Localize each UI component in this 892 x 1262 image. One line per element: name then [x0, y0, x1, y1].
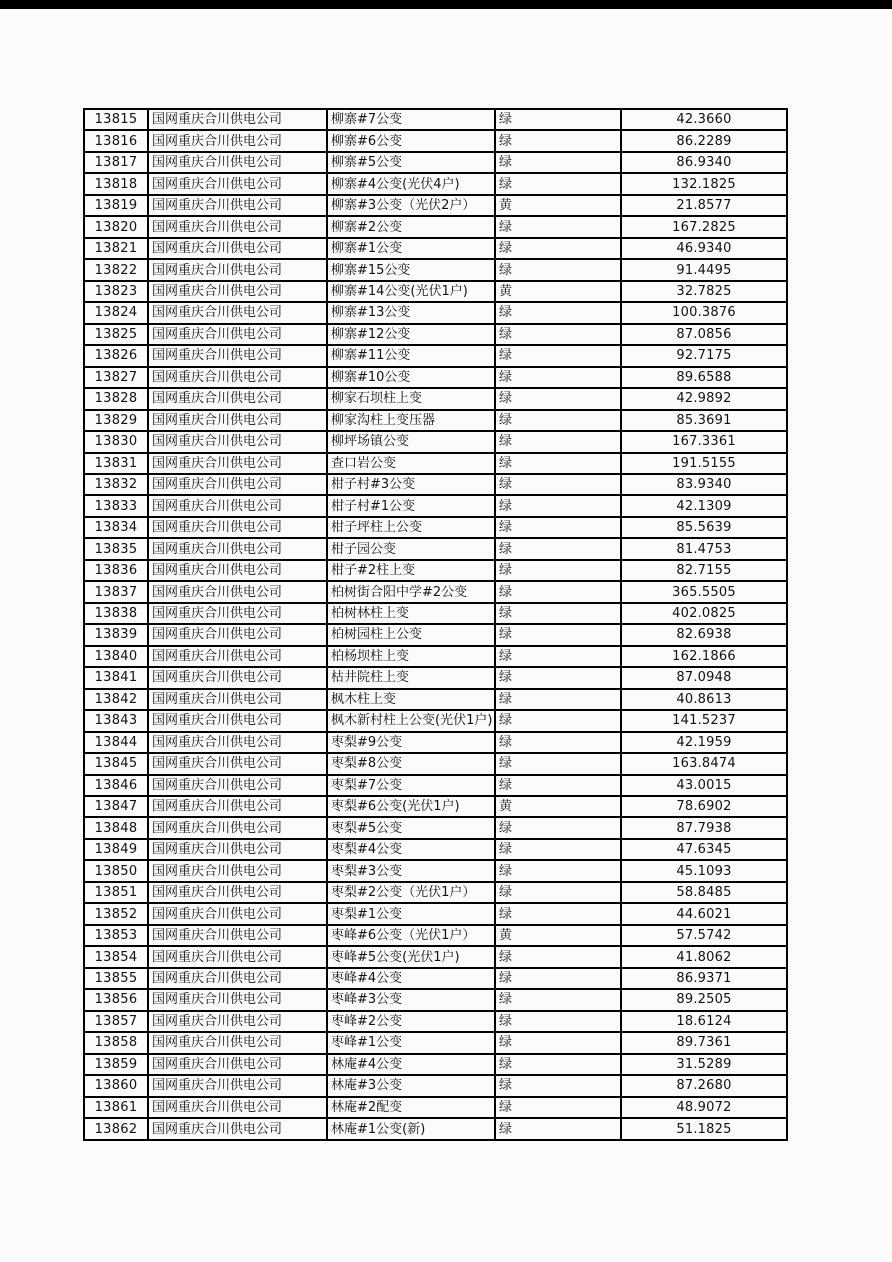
table-row — [84, 410, 787, 431]
status-cell: 绿 — [495, 624, 621, 645]
table-row — [84, 710, 787, 731]
table-row — [84, 388, 787, 409]
status-cell: 绿 — [495, 453, 621, 474]
company-cell: 国网重庆合川供电公司 — [148, 968, 327, 989]
status-cell: 绿 — [495, 860, 621, 881]
status-cell: 绿 — [495, 989, 621, 1010]
company-cell: 国网重庆合川供电公司 — [148, 946, 327, 967]
row-id-cell: 13862 — [84, 1118, 148, 1140]
status-cell: 绿 — [495, 538, 621, 559]
row-id-cell: 13851 — [84, 882, 148, 903]
status-cell: 绿 — [495, 1075, 621, 1096]
status-cell: 黄 — [495, 925, 621, 946]
company-cell: 国网重庆合川供电公司 — [148, 624, 327, 645]
table-row — [84, 1054, 787, 1075]
transformer-name-cell: 柳寨#4公变(光伏4户) — [327, 173, 495, 194]
status-cell: 黄 — [495, 796, 621, 817]
value-cell: 42.1959 — [621, 732, 787, 753]
row-id-cell: 13819 — [84, 195, 148, 216]
row-id-cell: 13857 — [84, 1011, 148, 1032]
row-id-cell: 13856 — [84, 989, 148, 1010]
value-cell: 91.4495 — [621, 259, 787, 280]
transformer-name-cell: 枣梨#4公变 — [327, 839, 495, 860]
status-cell: 绿 — [495, 581, 621, 602]
transformer-name-cell: 枣梨#2公变（光伏1户） — [327, 882, 495, 903]
transformer-name-cell: 林庵#3公变 — [327, 1075, 495, 1096]
company-cell: 国网重庆合川供电公司 — [148, 860, 327, 881]
table-row — [84, 431, 787, 452]
transformer-name-cell: 柳寨#2公变 — [327, 216, 495, 237]
table-row — [84, 1097, 787, 1118]
status-cell: 绿 — [495, 882, 621, 903]
value-cell: 402.0825 — [621, 603, 787, 624]
row-id-cell: 13838 — [84, 603, 148, 624]
transformer-name-cell: 柳寨#10公变 — [327, 367, 495, 388]
value-cell: 21.8577 — [621, 195, 787, 216]
table-row — [84, 968, 787, 989]
company-cell: 国网重庆合川供电公司 — [148, 259, 327, 280]
company-cell: 国网重庆合川供电公司 — [148, 603, 327, 624]
transformer-name-cell: 枣峰#1公变 — [327, 1032, 495, 1053]
transformer-name-cell: 枣梨#7公变 — [327, 775, 495, 796]
row-id-cell: 13827 — [84, 367, 148, 388]
transformer-name-cell: 枯井院柱上变 — [327, 667, 495, 688]
status-cell: 绿 — [495, 753, 621, 774]
company-cell: 国网重庆合川供电公司 — [148, 410, 327, 431]
transformer-name-cell: 枣梨#5公变 — [327, 817, 495, 838]
row-id-cell: 13843 — [84, 710, 148, 731]
status-cell: 绿 — [495, 474, 621, 495]
table-row — [84, 775, 787, 796]
transformer-name-cell: 枣梨#6公变(光伏1户) — [327, 796, 495, 817]
row-id-cell: 13825 — [84, 324, 148, 345]
status-cell: 绿 — [495, 345, 621, 366]
company-cell: 国网重庆合川供电公司 — [148, 817, 327, 838]
value-cell: 163.8474 — [621, 753, 787, 774]
value-cell: 48.9072 — [621, 1097, 787, 1118]
table-row — [84, 646, 787, 667]
status-cell: 绿 — [495, 517, 621, 538]
company-cell: 国网重庆合川供电公司 — [148, 495, 327, 516]
company-cell: 国网重庆合川供电公司 — [148, 130, 327, 151]
row-id-cell: 13852 — [84, 903, 148, 924]
status-cell: 绿 — [495, 388, 621, 409]
transformer-name-cell: 枣峰#3公变 — [327, 989, 495, 1010]
transformer-name-cell: 柳寨#1公变 — [327, 238, 495, 259]
transformer-name-cell: 枣梨#8公变 — [327, 753, 495, 774]
value-cell: 89.2505 — [621, 989, 787, 1010]
row-id-cell: 13817 — [84, 152, 148, 173]
transformer-name-cell: 柳坪场镇公变 — [327, 431, 495, 452]
transformer-name-cell: 枫木新村柱上公变(光伏1户) — [327, 710, 495, 731]
value-cell: 82.6938 — [621, 624, 787, 645]
table-row — [84, 495, 787, 516]
company-cell: 国网重庆合川供电公司 — [148, 281, 327, 302]
value-cell: 87.7938 — [621, 817, 787, 838]
value-cell: 89.6588 — [621, 367, 787, 388]
value-cell: 42.9892 — [621, 388, 787, 409]
value-cell: 86.9340 — [621, 152, 787, 173]
table-row — [84, 216, 787, 237]
row-id-cell: 13858 — [84, 1032, 148, 1053]
status-cell: 绿 — [495, 495, 621, 516]
value-cell: 365.5505 — [621, 581, 787, 602]
row-id-cell: 13844 — [84, 732, 148, 753]
value-cell: 41.8062 — [621, 946, 787, 967]
row-id-cell: 13835 — [84, 538, 148, 559]
company-cell: 国网重庆合川供电公司 — [148, 345, 327, 366]
table-row — [84, 152, 787, 173]
value-cell: 86.2289 — [621, 130, 787, 151]
table-row — [84, 238, 787, 259]
table-row — [84, 195, 787, 216]
table-row — [84, 603, 787, 624]
row-id-cell: 13846 — [84, 775, 148, 796]
row-id-cell: 13824 — [84, 302, 148, 323]
table-row — [84, 817, 787, 838]
company-cell: 国网重庆合川供电公司 — [148, 753, 327, 774]
transformer-name-cell: 柳寨#3公变（光伏2户） — [327, 195, 495, 216]
row-id-cell: 13823 — [84, 281, 148, 302]
table-row — [84, 281, 787, 302]
table-row — [84, 903, 787, 924]
company-cell: 国网重庆合川供电公司 — [148, 667, 327, 688]
company-cell: 国网重庆合川供电公司 — [148, 302, 327, 323]
status-cell: 绿 — [495, 173, 621, 194]
company-cell: 国网重庆合川供电公司 — [148, 882, 327, 903]
table-row — [84, 624, 787, 645]
value-cell: 132.1825 — [621, 173, 787, 194]
status-cell: 绿 — [495, 646, 621, 667]
row-id-cell: 13840 — [84, 646, 148, 667]
value-cell: 51.1825 — [621, 1118, 787, 1140]
value-cell: 89.7361 — [621, 1032, 787, 1053]
company-cell: 国网重庆合川供电公司 — [148, 1097, 327, 1118]
company-cell: 国网重庆合川供电公司 — [148, 903, 327, 924]
value-cell: 87.2680 — [621, 1075, 787, 1096]
value-cell: 31.5289 — [621, 1054, 787, 1075]
row-id-cell: 13836 — [84, 560, 148, 581]
row-id-cell: 13829 — [84, 410, 148, 431]
value-cell: 167.3361 — [621, 431, 787, 452]
company-cell: 国网重庆合川供电公司 — [148, 173, 327, 194]
transformer-name-cell: 柳家沟柱上变压器 — [327, 410, 495, 431]
status-cell: 绿 — [495, 817, 621, 838]
status-cell: 绿 — [495, 946, 621, 967]
status-cell: 绿 — [495, 903, 621, 924]
value-cell: 32.7825 — [621, 281, 787, 302]
transformer-name-cell: 柏树林柱上变 — [327, 603, 495, 624]
transformer-name-cell: 柳寨#7公变 — [327, 109, 495, 130]
row-id-cell: 13845 — [84, 753, 148, 774]
value-cell: 92.7175 — [621, 345, 787, 366]
company-cell: 国网重庆合川供电公司 — [148, 732, 327, 753]
transformer-name-cell: 柳家石坝柱上变 — [327, 388, 495, 409]
table-row — [84, 860, 787, 881]
value-cell: 191.5155 — [621, 453, 787, 474]
value-cell: 46.9340 — [621, 238, 787, 259]
top-bar — [0, 0, 892, 9]
row-id-cell: 13860 — [84, 1075, 148, 1096]
status-cell: 绿 — [495, 1097, 621, 1118]
table-row — [84, 109, 787, 130]
value-cell: 87.0856 — [621, 324, 787, 345]
transformer-name-cell: 柳寨#5公变 — [327, 152, 495, 173]
company-cell: 国网重庆合川供电公司 — [148, 1075, 327, 1096]
table-row — [84, 453, 787, 474]
status-cell: 绿 — [495, 1011, 621, 1032]
table-row — [84, 474, 787, 495]
transformer-name-cell: 柏杨坝柱上变 — [327, 646, 495, 667]
value-cell: 141.5237 — [621, 710, 787, 731]
transformer-name-cell: 林庵#1公变(新) — [327, 1118, 495, 1140]
value-cell: 100.3876 — [621, 302, 787, 323]
value-cell: 87.0948 — [621, 667, 787, 688]
row-id-cell: 13855 — [84, 968, 148, 989]
transformer-name-cell: 枣梨#9公变 — [327, 732, 495, 753]
value-cell: 85.3691 — [621, 410, 787, 431]
row-id-cell: 13826 — [84, 345, 148, 366]
company-cell: 国网重庆合川供电公司 — [148, 1032, 327, 1053]
row-id-cell: 13820 — [84, 216, 148, 237]
transformer-name-cell: 柑子村#1公变 — [327, 495, 495, 516]
transformer-name-cell: 林庵#4公变 — [327, 1054, 495, 1075]
value-cell: 44.6021 — [621, 903, 787, 924]
row-id-cell: 13837 — [84, 581, 148, 602]
value-cell: 78.6902 — [621, 796, 787, 817]
table-row — [84, 302, 787, 323]
transformer-name-cell: 枣峰#6公变（光伏1户） — [327, 925, 495, 946]
row-id-cell: 13853 — [84, 925, 148, 946]
row-id-cell: 13831 — [84, 453, 148, 474]
row-id-cell: 13861 — [84, 1097, 148, 1118]
status-cell: 黄 — [495, 195, 621, 216]
status-cell: 绿 — [495, 603, 621, 624]
table-row — [84, 173, 787, 194]
status-cell: 绿 — [495, 259, 621, 280]
transformer-name-cell: 柳寨#12公变 — [327, 324, 495, 345]
company-cell: 国网重庆合川供电公司 — [148, 989, 327, 1010]
company-cell: 国网重庆合川供电公司 — [148, 581, 327, 602]
value-cell: 42.1309 — [621, 495, 787, 516]
company-cell: 国网重庆合川供电公司 — [148, 453, 327, 474]
table-row — [84, 732, 787, 753]
company-cell: 国网重庆合川供电公司 — [148, 1118, 327, 1140]
status-cell: 绿 — [495, 968, 621, 989]
row-id-cell: 13850 — [84, 860, 148, 881]
row-id-cell: 13841 — [84, 667, 148, 688]
value-cell: 42.3660 — [621, 109, 787, 130]
company-cell: 国网重庆合川供电公司 — [148, 538, 327, 559]
data-table — [83, 108, 788, 1141]
row-id-cell: 13842 — [84, 689, 148, 710]
transformer-name-cell: 柳寨#14公变(光伏1户) — [327, 281, 495, 302]
transformer-name-cell: 枣峰#4公变 — [327, 968, 495, 989]
company-cell: 国网重庆合川供电公司 — [148, 1011, 327, 1032]
transformer-name-cell: 查口岩公变 — [327, 453, 495, 474]
table-row — [84, 324, 787, 345]
row-id-cell: 13815 — [84, 109, 148, 130]
transformer-name-cell: 柳寨#15公变 — [327, 259, 495, 280]
value-cell: 167.2825 — [621, 216, 787, 237]
company-cell: 国网重庆合川供电公司 — [148, 109, 327, 130]
transformer-name-cell: 柳寨#13公变 — [327, 302, 495, 323]
status-cell: 绿 — [495, 710, 621, 731]
table-row — [84, 667, 787, 688]
transformer-name-cell: 枫木柱上变 — [327, 689, 495, 710]
status-cell: 绿 — [495, 130, 621, 151]
transformer-name-cell: 枣梨#1公变 — [327, 903, 495, 924]
transformer-name-cell: 柳寨#11公变 — [327, 345, 495, 366]
table-row — [84, 581, 787, 602]
value-cell: 58.8485 — [621, 882, 787, 903]
value-cell: 86.9371 — [621, 968, 787, 989]
value-cell: 43.0015 — [621, 775, 787, 796]
company-cell: 国网重庆合川供电公司 — [148, 1054, 327, 1075]
table-row — [84, 1011, 787, 1032]
status-cell: 绿 — [495, 1118, 621, 1140]
transformer-name-cell: 柏树街合阳中学#2公变 — [327, 581, 495, 602]
status-cell: 绿 — [495, 109, 621, 130]
company-cell: 国网重庆合川供电公司 — [148, 775, 327, 796]
value-cell: 162.1866 — [621, 646, 787, 667]
table-row — [84, 367, 787, 388]
company-cell: 国网重庆合川供电公司 — [148, 195, 327, 216]
row-id-cell: 13847 — [84, 796, 148, 817]
company-cell: 国网重庆合川供电公司 — [148, 710, 327, 731]
value-cell: 18.6124 — [621, 1011, 787, 1032]
transformer-name-cell: 柏树园柱上公变 — [327, 624, 495, 645]
row-id-cell: 13849 — [84, 839, 148, 860]
row-id-cell: 13834 — [84, 517, 148, 538]
status-cell: 绿 — [495, 431, 621, 452]
status-cell: 绿 — [495, 667, 621, 688]
company-cell: 国网重庆合川供电公司 — [148, 367, 327, 388]
table-row — [84, 345, 787, 366]
transformer-name-cell: 柑子村#3公变 — [327, 474, 495, 495]
company-cell: 国网重庆合川供电公司 — [148, 152, 327, 173]
row-id-cell: 13822 — [84, 259, 148, 280]
row-id-cell: 13816 — [84, 130, 148, 151]
transformer-name-cell: 柳寨#6公变 — [327, 130, 495, 151]
status-cell: 绿 — [495, 152, 621, 173]
status-cell: 绿 — [495, 324, 621, 345]
value-cell: 47.6345 — [621, 839, 787, 860]
transformer-name-cell: 林庵#2配变 — [327, 1097, 495, 1118]
value-cell: 85.5639 — [621, 517, 787, 538]
row-id-cell: 13828 — [84, 388, 148, 409]
status-cell: 绿 — [495, 839, 621, 860]
transformer-name-cell: 柑子坪柱上公变 — [327, 517, 495, 538]
table-row — [84, 839, 787, 860]
transformer-name-cell: 枣峰#5公变(光伏1户) — [327, 946, 495, 967]
row-id-cell: 13839 — [84, 624, 148, 645]
status-cell: 绿 — [495, 367, 621, 388]
company-cell: 国网重庆合川供电公司 — [148, 474, 327, 495]
status-cell: 绿 — [495, 238, 621, 259]
status-cell: 绿 — [495, 560, 621, 581]
value-cell: 40.8613 — [621, 689, 787, 710]
table-row — [84, 689, 787, 710]
table-row — [84, 989, 787, 1010]
status-cell: 绿 — [495, 302, 621, 323]
company-cell: 国网重庆合川供电公司 — [148, 689, 327, 710]
company-cell: 国网重庆合川供电公司 — [148, 238, 327, 259]
row-id-cell: 13848 — [84, 817, 148, 838]
table-row — [84, 946, 787, 967]
table-row — [84, 1075, 787, 1096]
company-cell: 国网重庆合川供电公司 — [148, 796, 327, 817]
table-row — [84, 753, 787, 774]
status-cell: 绿 — [495, 775, 621, 796]
row-id-cell: 13859 — [84, 1054, 148, 1075]
company-cell: 国网重庆合川供电公司 — [148, 388, 327, 409]
company-cell: 国网重庆合川供电公司 — [148, 324, 327, 345]
table-row — [84, 259, 787, 280]
value-cell: 45.1093 — [621, 860, 787, 881]
value-cell: 83.9340 — [621, 474, 787, 495]
status-cell: 绿 — [495, 410, 621, 431]
row-id-cell: 13854 — [84, 946, 148, 967]
table-row — [84, 925, 787, 946]
row-id-cell: 13818 — [84, 173, 148, 194]
table-row — [84, 1118, 787, 1140]
transformer-name-cell: 柑子#2柱上变 — [327, 560, 495, 581]
status-cell: 绿 — [495, 732, 621, 753]
status-cell: 绿 — [495, 689, 621, 710]
transformer-name-cell: 枣梨#3公变 — [327, 860, 495, 881]
table-row — [84, 560, 787, 581]
status-cell: 绿 — [495, 1032, 621, 1053]
company-cell: 国网重庆合川供电公司 — [148, 839, 327, 860]
row-id-cell: 13830 — [84, 431, 148, 452]
row-id-cell: 13821 — [84, 238, 148, 259]
table-row — [84, 882, 787, 903]
company-cell: 国网重庆合川供电公司 — [148, 216, 327, 237]
row-id-cell: 13833 — [84, 495, 148, 516]
table-body — [84, 109, 787, 1140]
company-cell: 国网重庆合川供电公司 — [148, 560, 327, 581]
table-row — [84, 1032, 787, 1053]
transformer-name-cell: 柑子园公变 — [327, 538, 495, 559]
company-cell: 国网重庆合川供电公司 — [148, 517, 327, 538]
company-cell: 国网重庆合川供电公司 — [148, 646, 327, 667]
row-id-cell: 13832 — [84, 474, 148, 495]
value-cell: 82.7155 — [621, 560, 787, 581]
table-row — [84, 130, 787, 151]
table-row — [84, 517, 787, 538]
company-cell: 国网重庆合川供电公司 — [148, 431, 327, 452]
value-cell: 81.4753 — [621, 538, 787, 559]
status-cell: 黄 — [495, 281, 621, 302]
status-cell: 绿 — [495, 1054, 621, 1075]
transformer-name-cell: 枣峰#2公变 — [327, 1011, 495, 1032]
status-cell: 绿 — [495, 216, 621, 237]
table-row — [84, 796, 787, 817]
value-cell: 57.5742 — [621, 925, 787, 946]
company-cell: 国网重庆合川供电公司 — [148, 925, 327, 946]
table-row — [84, 538, 787, 559]
